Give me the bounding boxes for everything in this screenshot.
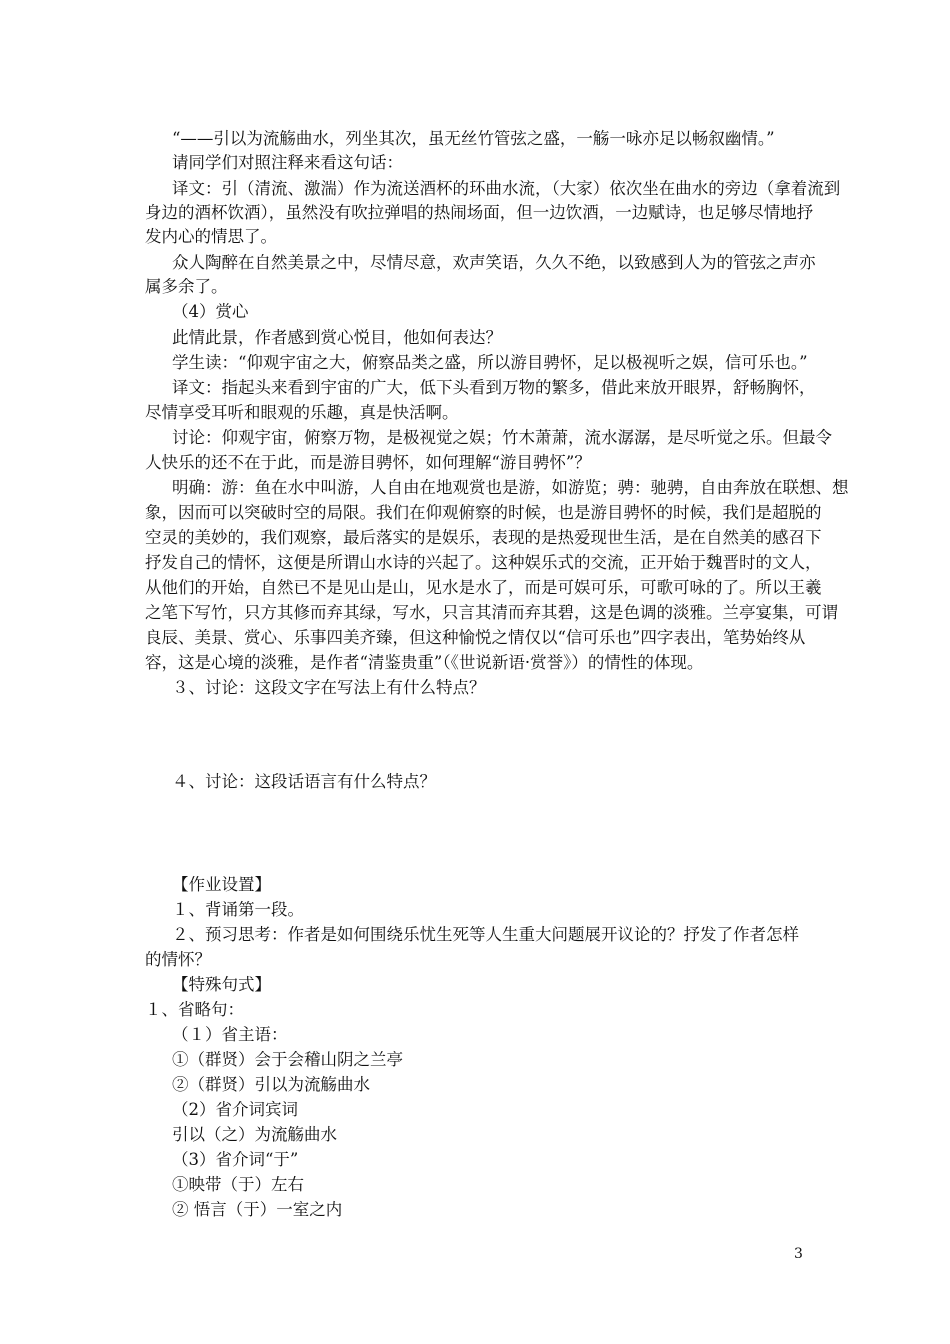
- question-line: 此情此景，作者感到赏心悦目，他如何表达？: [172, 328, 502, 347]
- list-item: （１）省主语：: [172, 1025, 288, 1044]
- answer-line: 之笔下写竹，只方其修而弃其绿，写水，只言其清而弃其碧，这是色调的淡雅。兰亭宴集，可谓: [145, 603, 838, 622]
- list-item: （2）省介词宾词: [172, 1100, 298, 1119]
- answer-line: 象，因而可以突破时空的局限。我们在仰观俯察的时候，也是游目骋怀的时候，我们是超脱的: [145, 503, 822, 522]
- discussion-line: 讨论：仰观宇宙，俯察万物，是极视觉之娱；竹木萧萧，流水潺潺，是尽听觉之乐。但最令: [172, 428, 832, 447]
- example-line: ①映带（于）左右: [172, 1175, 304, 1194]
- homework-item: 的情怀？: [145, 950, 211, 969]
- reading-line: 学生读：“仰观宇宙之大，俯察品类之盛，所以游目骋怀，足以极视听之娱，信可乐也。”: [172, 353, 808, 372]
- example-line: ①（群贤）会于会稽山阴之兰亭: [172, 1050, 403, 1069]
- answer-line: 良辰、美景、赏心、乐事四美齐臻，但这种愉悦之情仅以“信可乐也”四字表出，笔势始终从: [145, 628, 806, 647]
- answer-line: 从他们的开始，自然已不是见山是山，见水是水了，而是可娱可乐，可歌可咏的了。所以王羲: [145, 578, 822, 597]
- translation-line: 身边的酒杯饮酒），虽然没有吹拉弹唱的热闹场面，但一边饮酒，一边赋诗，也足够尽情地抒: [145, 203, 814, 222]
- text-line: 请同学们对照注释来看这句话：: [172, 153, 403, 172]
- translation-line: 尽情享受耳听和眼观的乐趣，真是快活啊。: [145, 403, 459, 422]
- text-line: 众人陶醉在自然美景之中，尽情尽意，欢声笑语，久久不绝，以致感到人为的管弦之声亦: [172, 253, 816, 272]
- answer-line: 空灵的美妙的，我们观察，最后落实的是娱乐，表现的是热爱现世生活，是在自然美的感召下: [145, 528, 822, 547]
- answer-line: 容，这是心境的淡雅，是作者“清鉴贵重”（《世说新语·赏誉》）的情性的体现。: [145, 653, 704, 672]
- discussion-question: ４、讨论：这段话语言有什么特点？: [172, 772, 436, 791]
- special-sentences-heading: 【特殊句式】: [172, 975, 271, 994]
- homework-heading: 【作业设置】: [172, 875, 271, 894]
- example-line: ② 悟言（于）一室之内: [172, 1200, 343, 1219]
- answer-line: 抒发自己的情怀，这便是所谓山水诗的兴起了。这种娱乐式的交流，正开始于魏晋时的文人，: [145, 553, 822, 572]
- list-item: （3）省介词“于”: [172, 1150, 299, 1169]
- discussion-question: ３、讨论：这段文字在写法上有什么特点？: [172, 678, 486, 697]
- example-line: 引以（之）为流觞曲水: [172, 1125, 337, 1144]
- list-item: １、省略句：: [145, 1000, 244, 1019]
- translation-line: 译文：指起头来看到宇宙的广大，低下头看到万物的繁多，借此来放开眼界，舒畅胸怀，: [172, 378, 816, 397]
- translation-line: 发内心的情思了。: [145, 227, 277, 246]
- homework-item: ２、预习思考：作者是如何围绕乐忧生死等人生重大问题展开议论的？抒发了作者怎样: [172, 925, 799, 944]
- quote-line: “——引以为流觞曲水，列坐其次，虽无丝竹管弦之盛，一觞一咏亦足以畅叙幽情。”: [172, 129, 775, 148]
- text-line: 属多余了。: [145, 277, 228, 296]
- page-number: 3: [794, 1246, 803, 1262]
- homework-item: １、背诵第一段。: [172, 900, 304, 919]
- section-heading: （4）赏心: [172, 302, 249, 321]
- translation-line: 译文：引（清流、激湍）作为流送酒杯的环曲水流，（大家）依次坐在曲水的旁边（拿着流到: [172, 179, 841, 198]
- example-line: ②（群贤）引以为流觞曲水: [172, 1075, 370, 1094]
- answer-line: 明确：游：鱼在水中叫游，人自由在地观赏也是游，如游览；骋：驰骋，自由奔放在联想、想: [172, 478, 849, 497]
- discussion-line: 人快乐的还不在于此，而是游目骋怀，如何理解“游目骋怀”？: [145, 453, 591, 472]
